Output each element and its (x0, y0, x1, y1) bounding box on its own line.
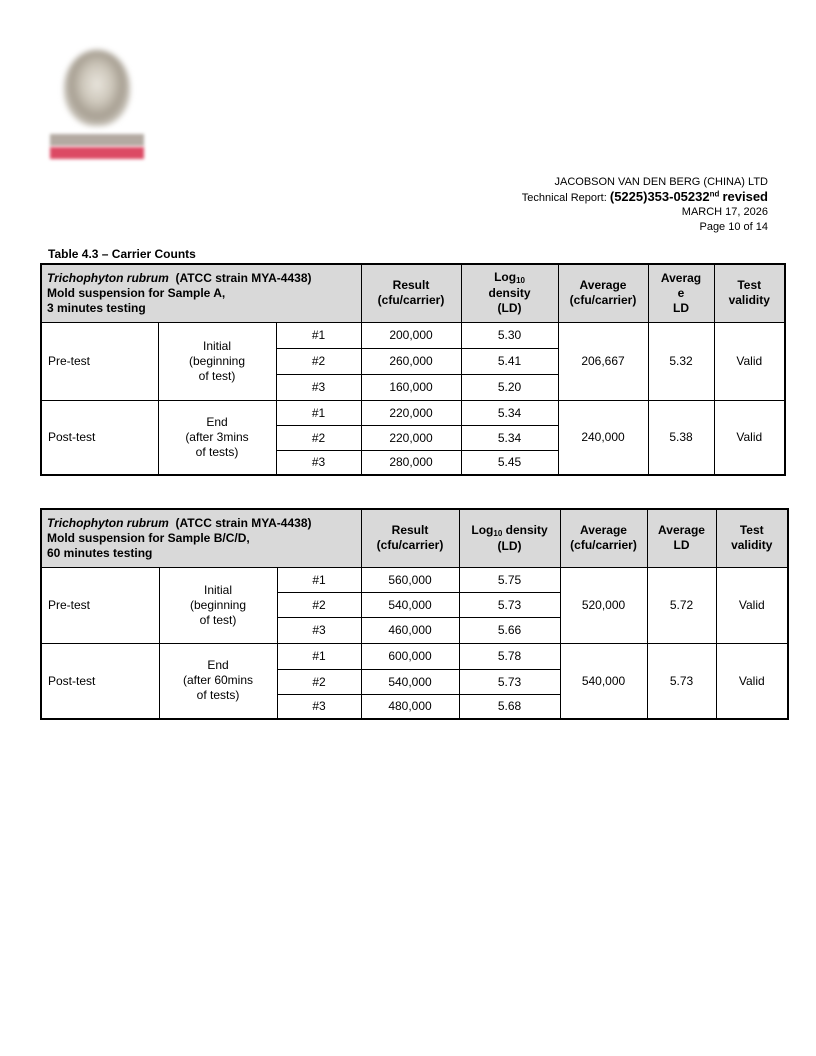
average-ld-line3: LD (673, 300, 690, 315)
result-header-unit: (cfu/carrier) (377, 293, 445, 308)
validity-value: Valid (716, 643, 788, 719)
log-density-header (459, 509, 560, 567)
average-header-label: Average (580, 523, 627, 538)
log-value: 5.34 (461, 425, 558, 450)
result-value: 220,000 (361, 400, 461, 425)
log-label: Log (494, 270, 517, 285)
average-header (558, 264, 648, 322)
organism-name: Trichophyton rubrum (47, 270, 169, 285)
table-title: Table 4.3 – Carrier Counts (48, 247, 196, 261)
validity-header-line2: validity (728, 293, 770, 308)
carrier-id: #1 (276, 322, 361, 348)
log-value: 5.45 (461, 450, 558, 475)
carrier-id: #3 (277, 694, 361, 719)
logo-grey-bar (50, 134, 144, 146)
validity-value: Valid (714, 322, 785, 400)
table-header-row (41, 509, 788, 567)
report-number-line (522, 190, 768, 206)
carrier-id: #1 (277, 567, 361, 592)
result-value: 220,000 (361, 425, 461, 450)
table-header-row (41, 264, 785, 322)
carrier-id: #3 (276, 374, 361, 400)
average-value: 520,000 (560, 567, 647, 643)
phase-label: Post-test (41, 643, 159, 719)
report-number-sup: nd (709, 188, 720, 198)
result-value: 280,000 (361, 450, 461, 475)
average-value: 540,000 (560, 643, 647, 719)
average-header-unit: (cfu/carrier) (570, 538, 637, 553)
table-row (41, 643, 788, 669)
condition-label (158, 322, 276, 400)
report-number: (5225)353-05232 (609, 188, 710, 204)
condition-line2: (after 60mins (182, 673, 254, 688)
condition-label (159, 643, 277, 719)
validity-value: Valid (714, 400, 785, 475)
result-header-label: Result (391, 523, 429, 538)
log-subscript: 10 (493, 528, 503, 538)
result-value: 460,000 (361, 617, 459, 643)
result-value: 480,000 (361, 694, 459, 719)
condition-line2: (beginning (188, 353, 246, 368)
organism-name: Trichophyton rubrum (47, 515, 169, 530)
test-duration: 3 minutes testing (47, 300, 146, 315)
log-label: Log (471, 522, 494, 537)
log-subscript: 10 (516, 276, 525, 286)
result-value: 260,000 (361, 348, 461, 374)
average-ld-line1: Averag (660, 270, 702, 285)
test-duration: 60 minutes testing (47, 545, 153, 560)
log-value: 5.66 (459, 617, 560, 643)
result-value: 560,000 (361, 567, 459, 592)
condition-line2: (beginning (189, 597, 247, 612)
table-row (41, 322, 785, 348)
strain-name: (ATCC strain MYA-4438) (175, 515, 312, 530)
sample-description: Mold suspension for Sample B/C/D, (47, 530, 250, 545)
average-value: 206,667 (558, 322, 648, 400)
condition-line3: of tests) (196, 688, 240, 703)
log-density-label: density (505, 522, 548, 537)
log-value: 5.73 (459, 592, 560, 617)
report-label: Technical Report: (521, 191, 607, 204)
validity-header-line1: Test (739, 523, 764, 538)
condition-line3: of tests) (195, 444, 239, 459)
average-ld-line1: Average (658, 523, 705, 538)
strain-name: (ATCC strain MYA-4438) (175, 270, 312, 285)
result-value: 540,000 (361, 669, 459, 694)
log-ld-label: (LD) (497, 301, 522, 316)
condition-label (159, 567, 277, 643)
company-name: JACOBSON VAN DEN BERG (CHINA) LTD (554, 176, 768, 188)
log-value: 5.75 (459, 567, 560, 592)
condition-line1: End (206, 414, 228, 429)
result-header-unit: (cfu/carrier) (376, 538, 444, 553)
phase-label: Pre-test (41, 322, 158, 400)
company-logo (48, 46, 144, 160)
result-value: 160,000 (361, 374, 461, 400)
average-header-label: Average (579, 278, 627, 293)
condition-label (158, 400, 276, 475)
validity-header (716, 509, 788, 567)
log-value: 5.41 (461, 348, 558, 374)
carrier-id: #2 (277, 592, 361, 617)
average-ld-header (647, 509, 716, 567)
result-header (361, 509, 459, 567)
carrier-counts-table-b (40, 508, 789, 720)
result-header (361, 264, 461, 322)
log-value: 5.78 (459, 643, 560, 669)
carrier-id: #1 (277, 643, 361, 669)
validity-header-line1: Test (737, 278, 762, 293)
condition-line3: of test) (198, 368, 236, 383)
log-value: 5.30 (461, 322, 558, 348)
condition-line1: Initial (203, 582, 232, 597)
log-ld-label: (LD) (497, 538, 522, 553)
average-ld-value: 5.72 (647, 567, 716, 643)
average-ld-line2: LD (673, 538, 690, 553)
log-value: 5.68 (459, 694, 560, 719)
report-header (522, 175, 768, 234)
log-value: 5.34 (461, 400, 558, 425)
logo-seal-icon (64, 50, 130, 126)
sample-description-header (41, 264, 361, 322)
average-header-unit: (cfu/carrier) (569, 293, 637, 308)
average-ld-value: 5.32 (648, 322, 714, 400)
average-ld-line2: e (677, 285, 685, 300)
condition-line1: Initial (202, 338, 231, 353)
average-ld-header (648, 264, 714, 322)
average-ld-value: 5.73 (647, 643, 716, 719)
average-value: 240,000 (558, 400, 648, 475)
validity-value: Valid (716, 567, 788, 643)
log-value: 5.20 (461, 374, 558, 400)
carrier-id: #3 (277, 617, 361, 643)
condition-line1: End (207, 658, 229, 673)
validity-header (714, 264, 785, 322)
carrier-id: #2 (276, 348, 361, 374)
phase-label: Pre-test (41, 567, 159, 643)
carrier-counts-table-a (40, 263, 786, 476)
result-value: 540,000 (361, 592, 459, 617)
condition-line3: of test) (199, 612, 237, 627)
carrier-id: #2 (276, 425, 361, 450)
log-density-label: density (488, 286, 531, 301)
carrier-id: #2 (277, 669, 361, 694)
table-row (41, 567, 788, 592)
report-date: MARCH 17, 2026 (681, 206, 768, 218)
carrier-id: #1 (276, 400, 361, 425)
logo-red-bar (50, 147, 144, 159)
log-value: 5.73 (459, 669, 560, 694)
sample-description-header (41, 509, 361, 567)
result-header-label: Result (392, 278, 430, 293)
page-number: Page 10 of 14 (699, 220, 768, 233)
result-value: 200,000 (361, 322, 461, 348)
sample-description: Mold suspension for Sample A, (47, 285, 226, 300)
log-density-header (461, 264, 558, 322)
validity-header-line2: validity (731, 538, 773, 553)
result-value: 600,000 (361, 643, 459, 669)
carrier-id: #3 (276, 450, 361, 475)
condition-line2: (after 3mins (185, 429, 249, 444)
average-header (560, 509, 647, 567)
average-ld-value: 5.38 (648, 400, 714, 475)
phase-label: Post-test (41, 400, 158, 475)
table-row (41, 400, 785, 425)
report-suffix: revised (722, 188, 768, 204)
